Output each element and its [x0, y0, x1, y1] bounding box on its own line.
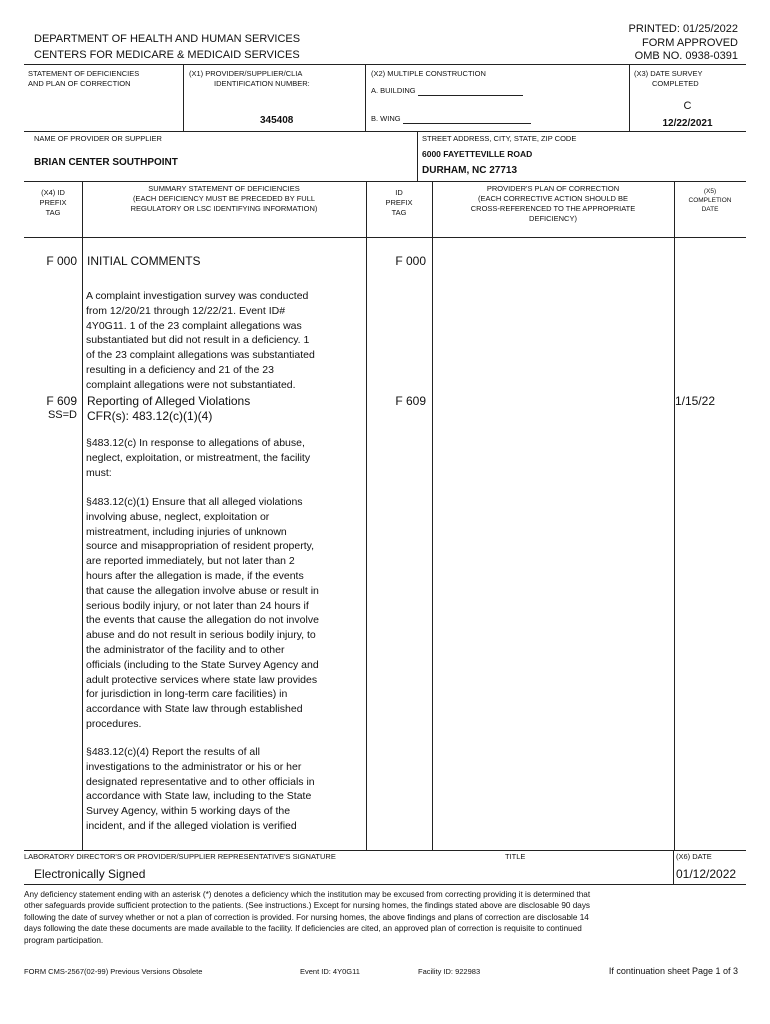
x1-label-2: IDENTIFICATION NUMBER:	[214, 79, 310, 88]
address-label: STREET ADDRESS, CITY, STATE, ZIP CODE	[422, 134, 577, 143]
address-line-2: DURHAM, NC 27713	[422, 165, 518, 176]
title-label: TITLE	[505, 852, 526, 861]
f609-tag: F 609	[46, 394, 77, 408]
x2-wing	[371, 114, 531, 124]
x3-label-2: COMPLETED	[652, 79, 699, 88]
x4-header-3: TAG	[45, 208, 61, 217]
signature-label: LABORATORY DIRECTOR'S OR PROVIDER/SUPPLIER REPRESENTATIVE'S SIGNATURE	[24, 852, 336, 861]
rule	[82, 181, 83, 850]
survey-code: C	[683, 100, 692, 112]
building-label: A. BUILDING	[371, 86, 416, 95]
summary-header	[82, 184, 366, 214]
rule	[432, 181, 433, 850]
plan-header-2: (EACH CORRECTIVE ACTION SHOULD BE	[477, 194, 629, 203]
x4-header-2: PREFIX	[39, 198, 67, 207]
provider-number: 345408	[260, 115, 294, 126]
plan-header	[432, 184, 674, 224]
continuation-page: If continuation sheet Page 1 of 3	[608, 966, 738, 976]
rule	[24, 64, 746, 65]
summary-header-1: SUMMARY STATEMENT OF DEFICIENCIES	[148, 184, 300, 193]
id-header-1: ID	[395, 188, 403, 197]
f609-cfr: CFR(s): 483.12(c)(1)(4)	[87, 409, 213, 423]
x4-header-1: (X4) ID	[41, 188, 65, 197]
event-id: Event ID: 4Y0G11	[300, 967, 360, 976]
x1-label-1: (X1) PROVIDER/SUPPLIER/CLIA	[189, 69, 303, 78]
x2-building	[371, 86, 523, 96]
f000-plan-tag: F 000	[395, 254, 426, 268]
address-line-1: 6000 FAYETTEVILLE ROAD	[422, 149, 533, 159]
rule	[365, 64, 366, 131]
rule	[673, 850, 674, 884]
rule	[366, 181, 367, 850]
regulation-paragraph-3: §483.12(c)(4) Report the results of all investigations to the administrator or his or her designated representative and to other officials in accordance with State law, including to the State Survey Agency, within 5 working days of the incident, and if the alleged violation is verified	[86, 746, 315, 832]
x5-header	[674, 187, 746, 214]
regulation-paragraph-2: §483.12(c)(1) Ensure that all alleged violations involving abuse, neglect, exploitation or mistreatment, including injuries of unknown source and misappropriation of resident property, are reported immediately, but not later than 2 hours after the allegation is made, if the events that cause the allegation involve abuse or result in serious bodily injury, or not later than 24 hours if the events that cause the allegation do not involve abuse and do not result in serious bodily injury, to the administrator of the facility and to other officials (including to the State Survey Agency and adult protective services where state law provides for jurisdiction in long-term care facilities) in accordance with State law through established procedures.	[86, 496, 319, 730]
plan-header-4: DEFICIENCY)	[529, 214, 577, 223]
x5-header-2: COMPLETION	[688, 197, 732, 204]
rule	[24, 884, 746, 885]
disclaimer: Any deficiency statement ending with an asterisk (*) denotes a deficiency which the institution may be excused from correcting providing it is determined that other safeguards provide sufficient protection to the patients. (See instructions.) Except for nursing homes, the findings stated above are disclosable 90 days following the date of survey whether or not a plan of correction is provided. For nursing homes, the above findings and plans of correction are disclosable 14 days following the date these documents are made available to the facility. If deficiencies are cited, an approved plan of correction is requisite to continued program participation.	[24, 890, 591, 945]
agency-line-1: DEPARTMENT OF HEALTH AND HUMAN SERVICES	[34, 33, 301, 45]
statement-label-1: STATEMENT OF DEFICIENCIES	[28, 69, 140, 78]
x4-header	[24, 188, 82, 218]
f609-title: Reporting of Alleged Violations	[87, 394, 251, 408]
regulation-paragraph-1: §483.12(c) In response to allegations of abuse, neglect, exploitation, or mistreatment, the facility must:	[86, 437, 311, 479]
agency-line-2: CENTERS FOR MEDICARE & MEDICAID SERVICES	[34, 49, 300, 61]
rule	[674, 181, 675, 850]
wing-label: B. WING	[371, 114, 401, 123]
rule	[24, 181, 746, 182]
f000-comment: A complaint investigation survey was conducted from 12/20/21 through 12/22/21. Event ID# 4Y0G11. 1 of the 23 complaint allegations was substantiated but did not result in a deficiency. 1 of the 23 complaint allegations was substantiated resulting in a deficiency and 21 of the 23 complaint allegations were not substantiated.	[86, 290, 315, 391]
x5-header-1: (X5)	[703, 188, 717, 195]
signature-date: 01/12/2022	[676, 867, 737, 881]
survey-date: 12/22/2021	[662, 118, 713, 129]
signature-value: Electronically Signed	[34, 867, 146, 881]
plan-header-1: PROVIDER'S PLAN OF CORRECTION	[486, 184, 620, 193]
printed-date: PRINTED: 01/25/2022	[628, 23, 738, 35]
rule	[24, 850, 746, 851]
provider-name-label: NAME OF PROVIDER OR SUPPLIER	[34, 134, 162, 143]
x2-label: (X2) MULTIPLE CONSTRUCTION	[371, 69, 486, 78]
id-header	[366, 188, 432, 218]
id-header-3: TAG	[391, 208, 407, 217]
x3-label-1: (X3) DATE SURVEY	[634, 69, 703, 78]
plan-header-3: CROSS-REFERENCED TO THE APPROPRIATE	[470, 204, 636, 213]
f609-plan-tag: F 609	[395, 394, 426, 408]
id-header-2: PREFIX	[385, 198, 413, 207]
rule	[24, 131, 746, 132]
omb-number: OMB NO. 0938-0391	[634, 50, 738, 62]
summary-header-3: REGULATORY OR LSC IDENTIFYING INFORMATION)	[130, 204, 318, 213]
form-approved: FORM APPROVED	[642, 37, 738, 49]
rule	[24, 237, 746, 238]
summary-header-2: (EACH DEFICIENCY MUST BE PRECEDED BY FULL	[132, 194, 316, 203]
x5-header-3: DATE	[701, 206, 719, 213]
f609-severity: SS=D	[47, 409, 77, 421]
form-number: FORM CMS-2567(02-99) Previous Versions Obsolete	[24, 967, 203, 976]
facility-id: Facility ID: 922983	[418, 967, 481, 976]
f609-completion-date: 1/15/22	[674, 394, 715, 408]
f000-tag: F 000	[46, 254, 77, 268]
statement-label-2: AND PLAN OF CORRECTION	[28, 79, 131, 88]
provider-name: BRIAN CENTER SOUTHPOINT	[34, 157, 178, 168]
rule	[183, 64, 184, 131]
f000-title: INITIAL COMMENTS	[87, 254, 201, 268]
rule	[417, 131, 418, 181]
date-label: (X6) DATE	[676, 852, 712, 861]
